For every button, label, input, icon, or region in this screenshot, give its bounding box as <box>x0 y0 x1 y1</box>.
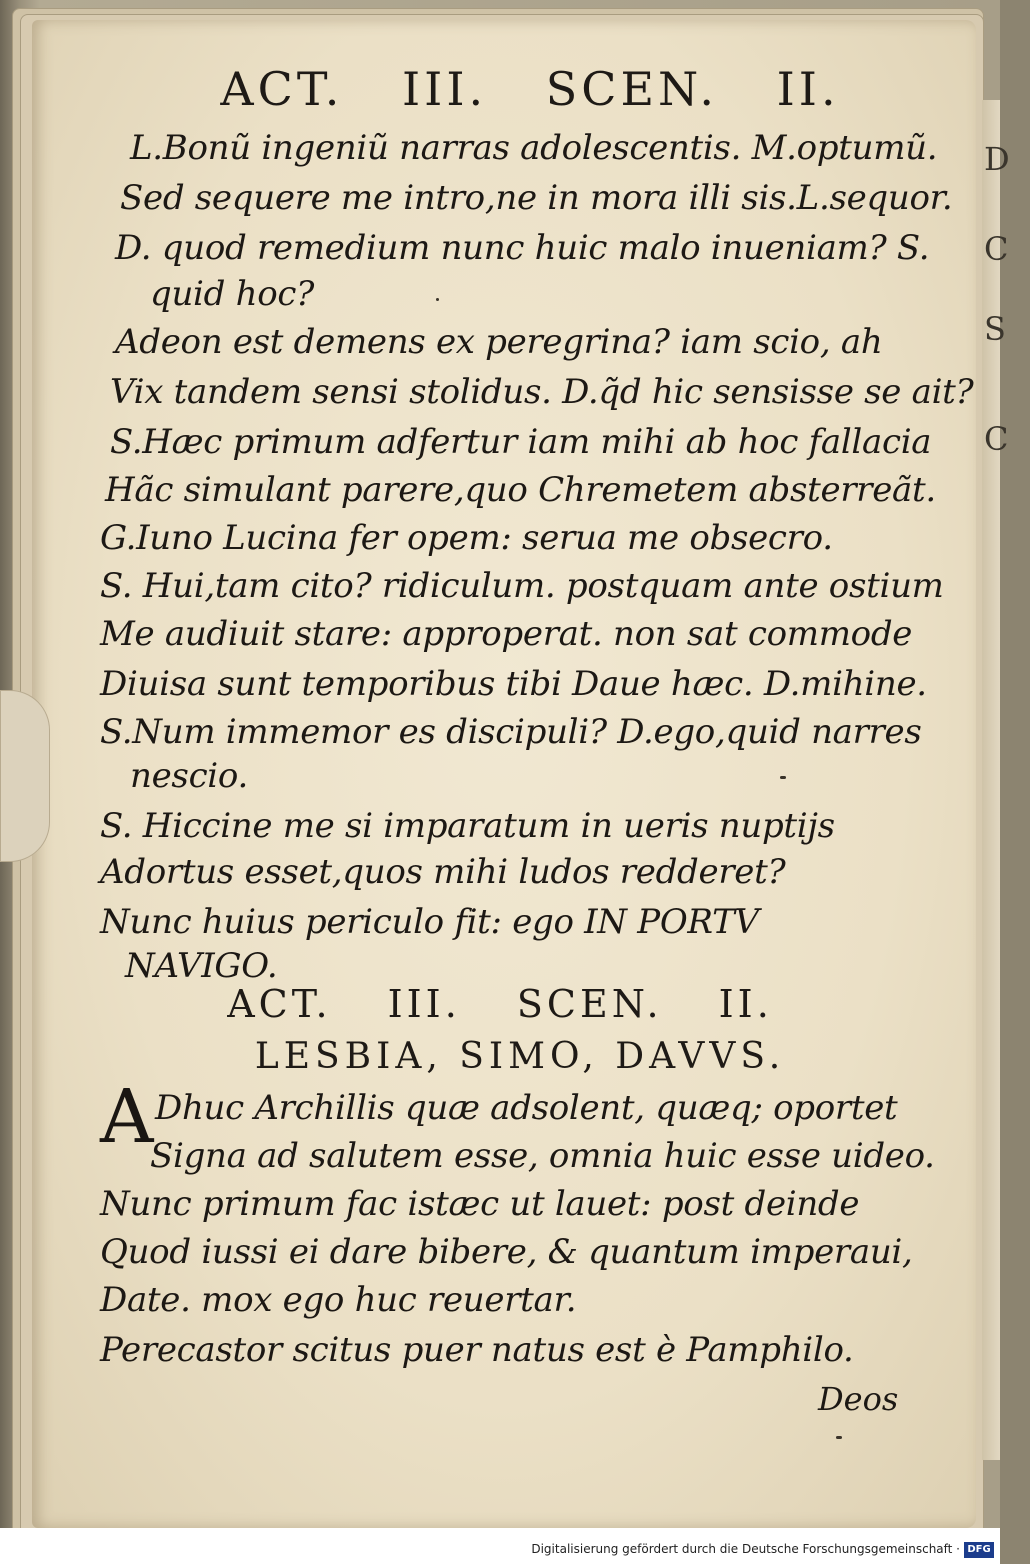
scene-heading: ACT. III. SCEN. II. <box>227 982 773 1026</box>
scene-line: Signa ad salutem esse, omnia huic esse uideo. <box>150 1136 935 1176</box>
verse-line: S. Hiccine me si imparatum in ueris nuptijs <box>100 806 835 846</box>
neighbor-page-sliver <box>982 100 1010 1460</box>
scene-line: Nunc primum fac istæc ut lauet: post deinde <box>100 1184 860 1224</box>
neighbor-letter: C <box>984 230 1009 268</box>
verse-line: quid hoc? <box>150 274 315 314</box>
verse-line: G.Iuno Lucina fer opem: serua me obsecro. <box>100 518 833 558</box>
neighbor-letter: C <box>984 420 1009 458</box>
verse-line: S.Hæc primum adfertur iam mihi ab hoc fallacia <box>110 422 932 462</box>
neighbor-letter: D <box>984 140 1010 178</box>
verse-line: Nunc huius periculo fit: ego IN PORTV <box>100 902 759 942</box>
verse-line: Sed sequere me intro,ne in mora illi sis.L.sequor. <box>120 178 953 218</box>
dfg-logo: DFG <box>964 1542 994 1558</box>
neighbor-letter: S <box>984 310 1006 348</box>
verse-line: Me audiuit stare: approperat. non sat commode <box>100 614 913 654</box>
scene-line: Dhuc Archillis quæ adsolent, quæq; oportet <box>155 1088 898 1128</box>
verse-line: Adeon est demens ex peregrina? iam scio, ah <box>115 322 883 362</box>
ink-speck <box>836 1436 842 1439</box>
verse-line: D. quod remedium nunc huic malo inueniam? S. <box>115 228 930 268</box>
funding-credit: Digitalisierung gefördert durch die Deutsche Forschungsgemeinschaft · <box>531 1542 960 1556</box>
scene-characters: LESBIA, SIMO, DAVVS. <box>254 1036 786 1077</box>
catchword: Deos <box>818 1380 899 1418</box>
footer-bar <box>0 1528 1000 1564</box>
verse-line: S. Hui,tam cito? ridiculum. postquam ante ostium <box>100 566 944 606</box>
verse-line: S.Num immemor es discipuli? D.ego,quid narres <box>100 712 922 752</box>
verse-line: NAVIGO. <box>125 946 278 986</box>
drop-cap: A <box>100 1074 154 1160</box>
ink-speck <box>436 298 439 301</box>
verse-line: nescio. <box>130 756 248 796</box>
verse-line: Vix tandem sensi stolidus. D.q̃d hic sensisse se ait? <box>110 372 974 412</box>
verse-line: Adortus esset,quos mihi ludos redderet? <box>100 852 786 892</box>
verse-line: Hãc simulant parere,quo Chremetem absterreãt. <box>105 470 936 510</box>
scene-line: Date. mox ego huc reuertar. <box>100 1280 577 1320</box>
scene-line: Quod iussi ei dare bibere, & quantum imperaui, <box>100 1232 913 1272</box>
page-tab <box>0 690 50 862</box>
verse-line: Diuisa sunt temporibus tibi Daue hæc. D.mihine. <box>100 664 927 704</box>
ink-speck <box>780 776 786 779</box>
scene-line: Perecastor scitus puer natus est è Pamphilo. <box>100 1330 854 1370</box>
page-header: ACT. III. SCEN. II. <box>220 62 840 116</box>
verse-line: L.Bonũ ingeniũ narras adolescentis. M.optumũ. <box>130 128 938 168</box>
